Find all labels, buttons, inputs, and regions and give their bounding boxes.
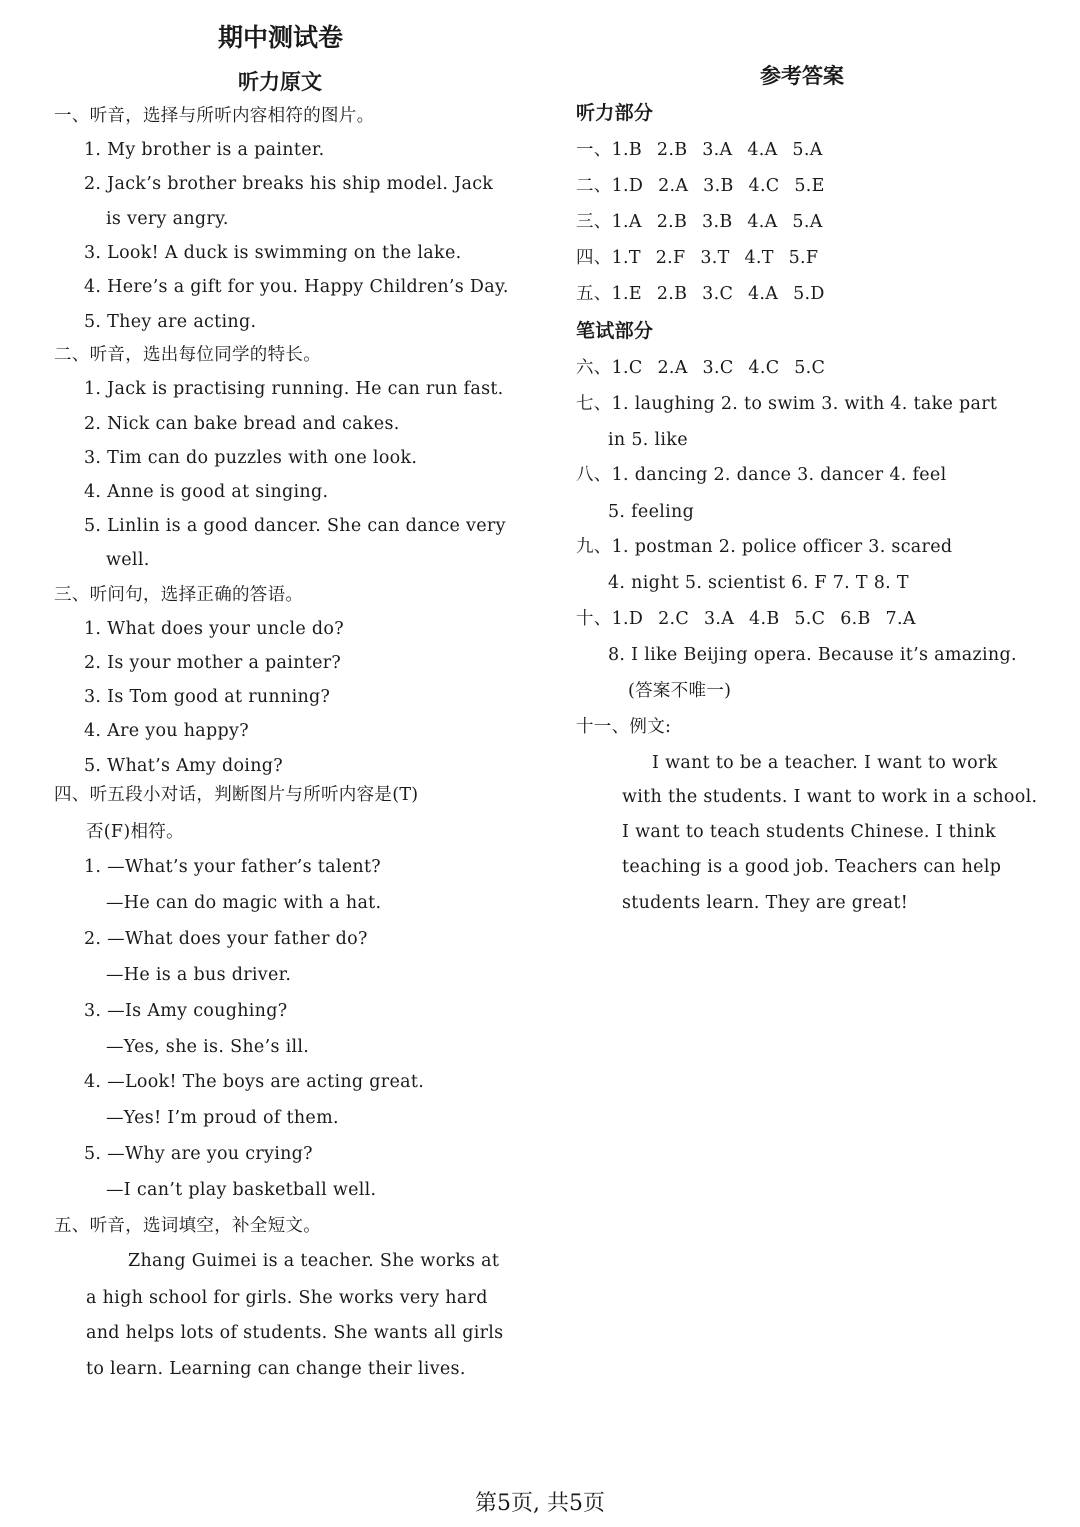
section-heading: 二、听音，选出每位同学的特长。 — [54, 345, 321, 365]
script-line: 2. Nick can bake bread and cakes. — [84, 414, 400, 434]
script-line: to learn. Learning can change their lives. — [86, 1359, 466, 1379]
script-line: 3. Look! A duck is swimming on the lake. — [84, 243, 462, 263]
script-line: 4. Anne is good at singing. — [84, 482, 329, 502]
answer-note: (答案不唯一) — [628, 681, 732, 701]
script-line: —Yes! I’m proud of them. — [106, 1108, 339, 1128]
answer-line: 九、1. postman 2. police officer 3. scared — [576, 537, 953, 557]
answer-key-heading: 参考答案 — [760, 63, 844, 88]
answer-line: 二、1.D 2.A 3.B 4.C 5.E — [576, 176, 825, 196]
section-heading: 三、听问句，选择正确的答语。 — [54, 585, 304, 605]
script-line: 4. —Look! The boys are acting great. — [84, 1072, 425, 1092]
answer-line: 4. night 5. scientist 6. F 7. T 8. T — [608, 573, 909, 593]
script-line: 5. —Why are you crying? — [84, 1144, 313, 1164]
listening-script-heading: 听力原文 — [238, 69, 322, 94]
section-heading: 五、听音，选词填空，补全短文。 — [54, 1216, 321, 1236]
script-line: a high school for girls. She works very hard — [86, 1288, 488, 1308]
answer-line: 五、1.E 2.B 3.C 4.A 5.D — [576, 284, 825, 304]
script-line: 2. Is your mother a painter? — [84, 653, 342, 673]
script-line: and helps lots of students. She wants all girls — [86, 1323, 504, 1343]
script-line: 3. —Is Amy coughing? — [84, 1001, 288, 1021]
script-line: 否(F)相符。 — [86, 822, 184, 842]
answer-line: 十一、例文: — [576, 717, 672, 737]
script-line: 5. Linlin is a good dancer. She can dance very — [84, 516, 506, 536]
script-line: 3. Is Tom good at running? — [84, 687, 331, 707]
script-line: 1. —What’s your father’s talent? — [84, 857, 381, 877]
script-line: 1. What does your uncle do? — [84, 619, 344, 639]
script-line: —Yes, she is. She’s ill. — [106, 1037, 310, 1057]
answer-line: 十、1.D 2.C 3.A 4.B 5.C 6.B 7.A — [576, 609, 916, 629]
script-line: 4. Here’s a gift for you. Happy Children’s Day. — [84, 277, 509, 297]
answer-line: in 5. like — [608, 430, 688, 450]
script-line: 5. What’s Amy doing? — [84, 756, 283, 776]
sample-essay-line: teaching is a good job. Teachers can help — [622, 857, 1002, 877]
script-line: 2. Jack’s brother breaks his ship model. Jack — [84, 174, 494, 194]
script-line: 3. Tim can do puzzles with one look. — [84, 448, 418, 468]
script-line: 1. My brother is a painter. — [84, 140, 325, 160]
answer-line: 5. feeling — [608, 502, 695, 522]
sample-essay-line: I want to teach students Chinese. I think — [622, 822, 996, 842]
sample-essay-line: students learn. They are great! — [622, 893, 909, 913]
section-heading: 四、听五段小对话，判断图片与所听内容是(T) — [54, 785, 419, 805]
script-line: 5. They are acting. — [84, 312, 257, 332]
answer-line: 七、1. laughing 2. to swim 3. with 4. take part — [576, 394, 998, 414]
script-line: —He can do magic with a hat. — [106, 893, 382, 913]
script-line: is very angry. — [106, 209, 229, 229]
answer-line: 八、1. dancing 2. dance 3. dancer 4. feel — [576, 465, 947, 485]
sample-essay-line: I want to be a teacher. I want to work — [652, 753, 998, 773]
script-line: —I can’t play basketball well. — [106, 1180, 377, 1200]
script-line: 4. Are you happy? — [84, 721, 249, 741]
section-heading: 一、听音，选择与所听内容相符的图片。 — [54, 106, 375, 126]
page-footer: 第5页, 共5页 — [475, 1491, 605, 1516]
answer-line: 三、1.A 2.B 3.B 4.A 5.A — [576, 212, 823, 232]
answer-line: 8. I like Beijing opera. Because it’s amazing. — [608, 645, 1017, 665]
subsection-heading: 笔试部分 — [576, 320, 654, 342]
answer-line: 六、1.C 2.A 3.C 4.C 5.C — [576, 358, 826, 378]
script-line: Zhang Guimei is a teacher. She works at — [128, 1251, 500, 1271]
script-line: —He is a bus driver. — [106, 965, 292, 985]
subsection-heading: 听力部分 — [576, 102, 654, 124]
answer-line: 四、1.T 2.F 3.T 4.T 5.F — [576, 248, 819, 268]
answer-line: 一、1.B 2.B 3.A 4.A 5.A — [576, 140, 823, 160]
script-line: 2. —What does your father do? — [84, 929, 368, 949]
script-line: well. — [106, 550, 150, 570]
script-line: 1. Jack is practising running. He can run fast. — [84, 379, 504, 399]
sample-essay-line: with the students. I want to work in a school. — [622, 787, 1038, 807]
page-title: 期中测试卷 — [218, 23, 344, 52]
